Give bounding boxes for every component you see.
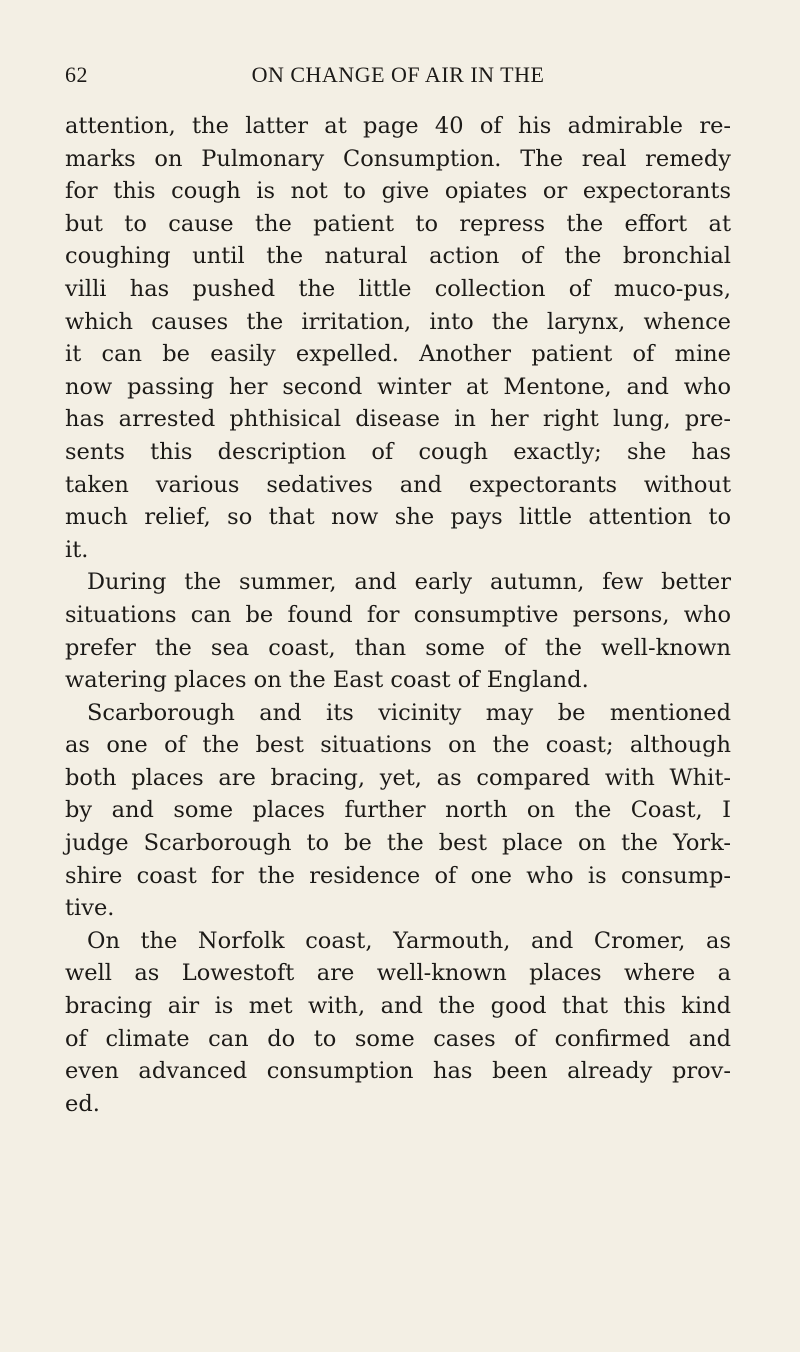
text-line: both places are bracing, yet, as compared with Whit- bbox=[65, 764, 731, 791]
text-line: tive. bbox=[65, 895, 115, 922]
text-line: bracing air is met with, and the good that this kind bbox=[65, 993, 731, 1020]
text-line: now passing her second winter at Mentone, and who bbox=[65, 373, 731, 400]
text-line: taken various sedatives and expectorants without bbox=[65, 471, 731, 498]
text-line: even advanced consumption has been already prov- bbox=[65, 1058, 731, 1085]
text-line: but to cause the patient to repress the effort at bbox=[65, 210, 731, 237]
text-line: coughing until the natural action of the bronchial bbox=[65, 243, 731, 270]
text-line: watering places on the East coast of England. bbox=[65, 667, 589, 694]
text-line: villi has pushed the little collection of muco-pus, bbox=[65, 275, 731, 302]
text-line: marks on Pulmonary Consumption. The real remedy bbox=[65, 145, 731, 172]
text-line: well as Lowestoft are well-known places where a bbox=[65, 960, 731, 987]
text-line: as one of the best situations on the coast; although bbox=[65, 732, 731, 759]
body-text bbox=[65, 110, 731, 1120]
text-line: On the Norfolk coast, Yarmouth, and Cromer, as bbox=[87, 927, 731, 954]
running-head bbox=[65, 62, 731, 98]
running-title: ON CHANGE OF AIR IN THE bbox=[251, 62, 545, 87]
text-line: for this cough is not to give opiates or expectorants bbox=[65, 178, 731, 205]
text-line: of climate can do to some cases of confirmed and bbox=[65, 1025, 731, 1052]
text-line: by and some places further north on the Coast, I bbox=[65, 797, 731, 824]
text-line: it. bbox=[65, 536, 89, 563]
text-line: prefer the sea coast, than some of the well-known bbox=[65, 634, 731, 661]
text-line: attention, the latter at page 40 of his admirable re- bbox=[65, 113, 731, 139]
text-line: judge Scarborough to be the best place on the York- bbox=[65, 830, 731, 857]
text-line: sents this description of cough exactly; she has bbox=[65, 438, 731, 465]
text-line: During the summer, and early autumn, few better bbox=[87, 569, 731, 596]
text-line: shire coast for the residence of one who is consump- bbox=[65, 862, 731, 889]
text-line: ed. bbox=[65, 1090, 100, 1117]
text-line: situations can be found for consumptive persons, who bbox=[65, 601, 731, 628]
text-line: which causes the irritation, into the larynx, whence bbox=[65, 308, 731, 335]
text-line: has arrested phthisical disease in her right lung, pre- bbox=[65, 406, 731, 433]
text-line: Scarborough and its vicinity may be mentioned bbox=[87, 699, 731, 726]
page-number: 62 bbox=[65, 62, 88, 87]
text-line: it can be easily expelled. Another patient of mine bbox=[65, 341, 731, 368]
text-line: much relief, so that now she pays little attention to bbox=[65, 504, 731, 531]
